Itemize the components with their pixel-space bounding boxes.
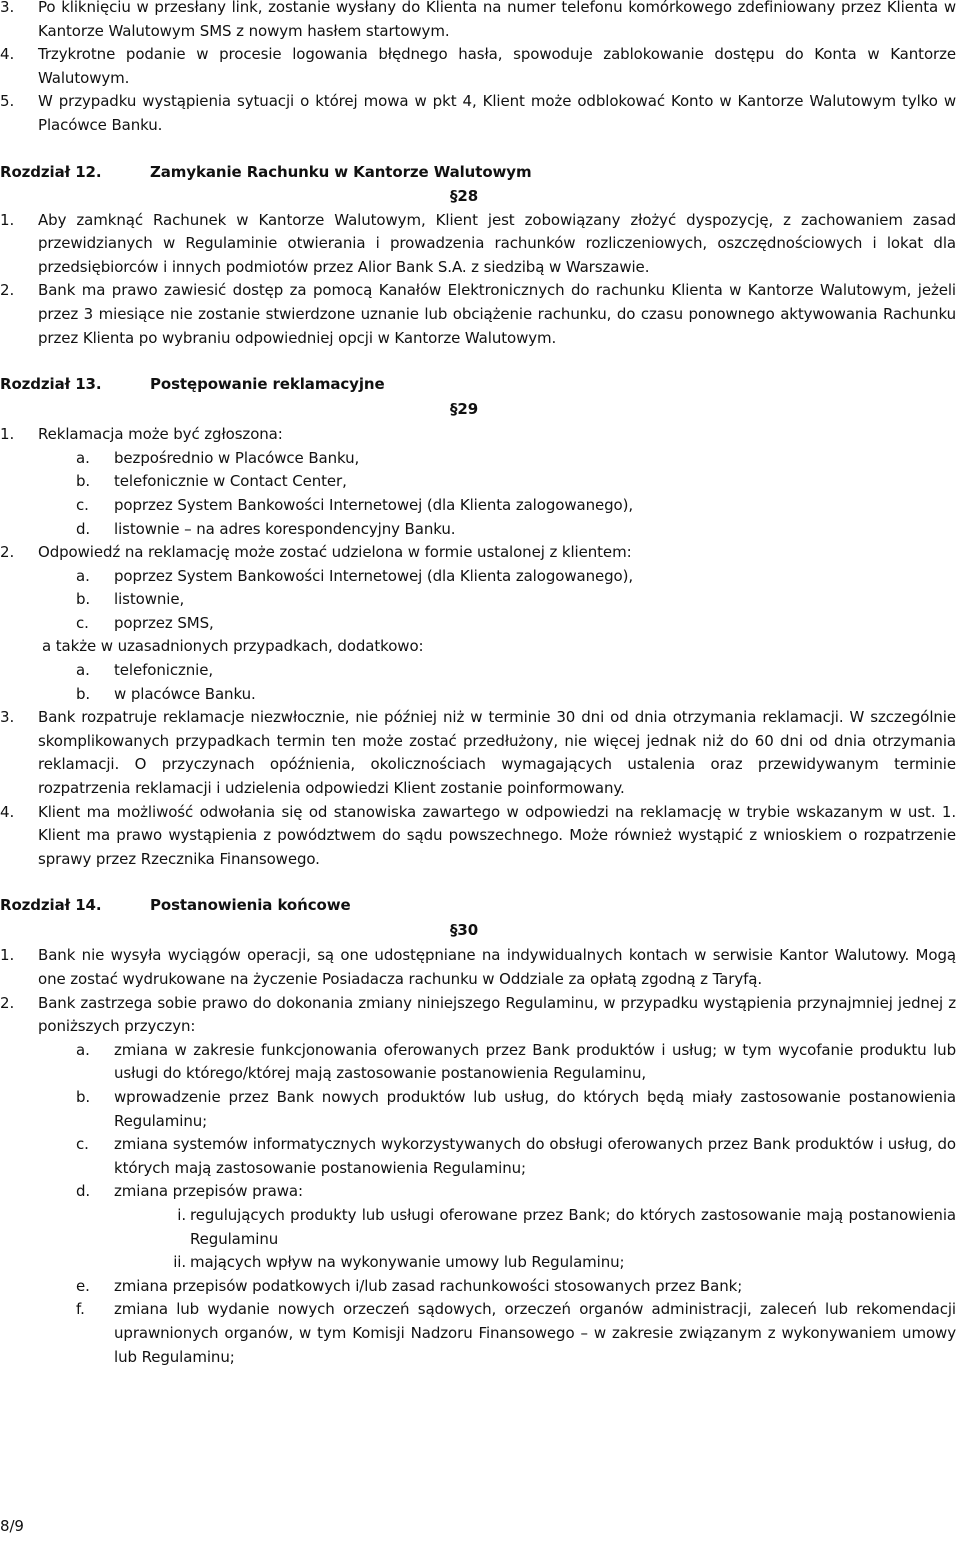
item-text: Aby zamknąć Rachunek w Kantorze Walutowym, Klient jest zobowiązany złożyć dyspozycję, z zachowaniem zasad przewidzianych w Regulaminie otwierania i prowadzenia rachunków rozliczeniowych, oszczędnościowych i lokat dla przedsiębiorców i innych podmiotów przez Alior Bank S.A. z siedzibą w Warszawie.	[38, 210, 956, 276]
item-number: 2.	[0, 543, 15, 562]
sub-item-letter: b.	[76, 1087, 91, 1106]
sub-item-text: zmiana lub wydanie nowych orzeczeń sądowych, orzeczeń organów administracji, zaleceń lub rekomendacji uprawnionych organów, w tym Komisji Nadzoru Finansowego – w zakresie związanym z wykonywaniem umowy lub Regulaminu;	[114, 1300, 956, 1366]
list-item	[0, 0, 960, 43]
item-number: 4.	[0, 802, 15, 821]
section-sign: §	[450, 400, 458, 419]
sub-item-letter: a.	[76, 1040, 90, 1059]
sub-item-text: poprzez SMS,	[114, 613, 214, 632]
sub-item	[0, 683, 960, 707]
sub-item-text: poprzez System Bankowości Internetowej (dla Klienta zalogowanego),	[114, 566, 634, 585]
sub-item	[0, 659, 960, 683]
sub-item-letter: f.	[76, 1300, 85, 1319]
paragraph-mark	[0, 919, 960, 944]
item-number: 4.	[0, 45, 15, 64]
paragraph-number: 28	[457, 186, 479, 205]
sub-item-text: listownie,	[114, 590, 185, 609]
sub-item-text: zmiana przepisów prawa:	[114, 1182, 303, 1201]
sub-item-text: bezpośrednio w Placówce Banku,	[114, 448, 360, 467]
sub-item-letter: a.	[76, 566, 90, 585]
sub-item-letter: a.	[76, 448, 90, 467]
list-item	[0, 43, 960, 90]
section-sign: §	[450, 921, 458, 940]
item-number: 5.	[0, 92, 15, 111]
chapter-title: Zamykanie Rachunku w Kantorze Walutowym	[150, 162, 532, 181]
sub-item-text: zmiana w zakresie funkcjonowania oferowanych przez Bank produktów i usług; w tym wycofanie produktu lub usługi do którego/której mają zastosowanie postanowienia Regulaminu,	[114, 1040, 956, 1083]
list-item	[0, 992, 960, 1039]
item-number: 2.	[0, 281, 15, 300]
sub-item	[0, 1275, 960, 1299]
chapter-title: Postępowanie reklamacyjne	[150, 375, 385, 394]
item-number: 2.	[0, 993, 15, 1012]
roman-numeral: ii.	[173, 1253, 186, 1272]
sub-item-letter: c.	[76, 495, 89, 514]
section-sign: §	[450, 186, 458, 205]
sub-item	[0, 565, 960, 589]
additional-note: a także w uzasadnionych przypadkach, dodatkowo:	[42, 637, 424, 656]
item-text: Klient ma możliwość odwołania się od stanowiska zawartego w odpowiedzi na reklamację w trybie wskazanym w ust. 1. Klient ma prawo wystąpienia z powództwem do sądu powszechnego. Może również wystąpić z wnioskiem o rozpatrzenie sprawy przez Rzecznika Finansowego.	[38, 802, 956, 868]
paragraph-number: 29	[457, 400, 479, 419]
list-item	[0, 944, 960, 991]
sub-item-letter: a.	[76, 661, 90, 680]
page-number: 8/9	[0, 1517, 24, 1535]
sub-item	[0, 1086, 960, 1133]
sub-item-letter: b.	[76, 590, 91, 609]
chapter-label: Rozdział 13.	[0, 375, 102, 394]
sub-item	[0, 518, 960, 542]
sub-item-letter: c.	[76, 613, 89, 632]
paragraph-mark	[0, 398, 960, 423]
list-item	[0, 279, 960, 350]
roman-item-text: regulujących produkty lub usługi oferowane przez Bank; do których zastosowanie mają postanowienia Regulaminu	[190, 1205, 956, 1248]
chapter-label: Rozdział 14.	[0, 896, 102, 915]
item-text: Po kliknięciu w przesłany link, zostanie wysłany do Klienta na numer telefonu komórkowego zdefiniowany przez Klienta w Kantorze Walutowym SMS z nowym hasłem startowym.	[38, 0, 956, 40]
sub-item-text: telefonicznie w Contact Center,	[114, 472, 347, 491]
roman-numeral: i.	[177, 1205, 186, 1224]
sub-item	[0, 1039, 960, 1086]
sub-item-letter: b.	[76, 684, 91, 703]
item-number: 3.	[0, 708, 15, 727]
chapter-label: Rozdział 12.	[0, 162, 102, 181]
sub-item-letter: c.	[76, 1135, 89, 1154]
item-number: 1.	[0, 210, 15, 229]
item-text: Bank ma prawo zawiesić dostęp za pomocą Kanałów Elektronicznych do rachunku Klienta w Kantorze Walutowym, jeżeli przez 3 miesiące nie zostanie stwierdzone uznanie lub obciążenie rachunku, do czasu ponownego aktywowania Rachunku przez Klienta po wybraniu odpowiedniej opcji w Kantorze Walutowym.	[38, 281, 956, 347]
item-text: Bank zastrzega sobie prawo do dokonania zmiany niniejszego Regulaminu, w przypadku wystąpienia przynajmniej jednej z poniższych przyczyn:	[38, 993, 956, 1036]
list-item	[0, 541, 960, 565]
sub-item-letter: b.	[76, 472, 91, 491]
item-number: 1.	[0, 425, 15, 444]
sub-item	[0, 1133, 960, 1180]
roman-item	[0, 1251, 960, 1275]
sub-item	[0, 494, 960, 518]
sub-item-text: wprowadzenie przez Bank nowych produktów lub usług, do których będą miały zastosowanie postanowienia Regulaminu;	[114, 1087, 956, 1130]
sub-item-text: telefonicznie,	[114, 661, 214, 680]
chapter-13-heading	[0, 373, 960, 397]
item-number: 1.	[0, 946, 15, 965]
sub-item-text: zmiana systemów informatycznych wykorzystywanych do obsługi oferowanych przez Bank produktów i usług, do których mają zastosowanie postanowienia Regulaminu;	[114, 1135, 956, 1177]
chapter-14-heading	[0, 894, 960, 918]
chapter-12-heading	[0, 161, 960, 185]
paragraph-number: 30	[457, 921, 479, 940]
sub-item-text: listownie – na adres korespondencyjny Banku.	[114, 519, 456, 538]
list-item	[0, 423, 960, 447]
item-text: Trzykrotne podanie w procesie logowania błędnego hasła, spowoduje zablokowanie dostępu do Konta w Kantorze Walutowym.	[38, 45, 956, 87]
sub-item	[0, 588, 960, 612]
sub-item	[0, 1298, 960, 1369]
sub-item-letter: d.	[76, 519, 91, 538]
item-text: Bank rozpatruje reklamacje niezwłocznie, nie później niż w terminie 30 dni od dnia otrzymania reklamacji. W szczególnie skomplikowanych przypadkach termin ten może zostać przedłużony, nie więcej jednak niż do 60 dni od dnia otrzymania reklamacji. O przyczynach opóźnienia, okolicznościach wymagających ustalenia oraz przewidywanym terminie rozpatrzenia reklamacji i udzielenia odpowiedzi Klient zostanie poinformowany.	[38, 708, 956, 798]
item-text: Reklamacja może być zgłoszona:	[38, 425, 283, 444]
item-text: Odpowiedź na reklamację może zostać udzielona w formie ustalonej z klientem:	[38, 543, 632, 562]
sub-item-text: poprzez System Bankowości Internetowej (dla Klienta zalogowanego),	[114, 495, 634, 514]
sub-item-letter: e.	[76, 1276, 90, 1295]
paragraph-mark	[0, 185, 960, 209]
sub-item-text: w placówce Banku.	[114, 684, 256, 703]
sub-item	[0, 612, 960, 636]
sub-item	[0, 470, 960, 494]
sub-item-text: zmiana przepisów podatkowych i/lub zasad rachunkowości stosowanych przez Bank;	[114, 1276, 743, 1295]
chapter-title: Postanowienia końcowe	[150, 896, 351, 915]
list-item	[0, 209, 960, 280]
item-number: 3.	[0, 0, 15, 16]
item-text: W przypadku wystąpienia sytuacji o której mowa w pkt 4, Klient może odblokować Konto w Kantorze Walutowym tylko w Placówce Banku.	[38, 92, 956, 134]
sub-item-letter: d.	[76, 1182, 91, 1201]
roman-item-text: mających wpływ na wykonywanie umowy lub Regulaminu;	[190, 1253, 625, 1272]
sub-item	[0, 1180, 960, 1204]
list-item	[0, 90, 960, 137]
list-item	[0, 801, 960, 872]
roman-item	[0, 1204, 960, 1251]
item-text: Bank nie wysyła wyciągów operacji, są one udostępniane na indywidualnych kontach w serwisie Kantor Walutowy. Mogą one zostać wydrukowane na życzenie Posiadacza rachunku w Oddziale za opłatą zgodną z Taryfą.	[38, 946, 956, 988]
sub-item	[0, 447, 960, 471]
list-item	[0, 706, 960, 800]
